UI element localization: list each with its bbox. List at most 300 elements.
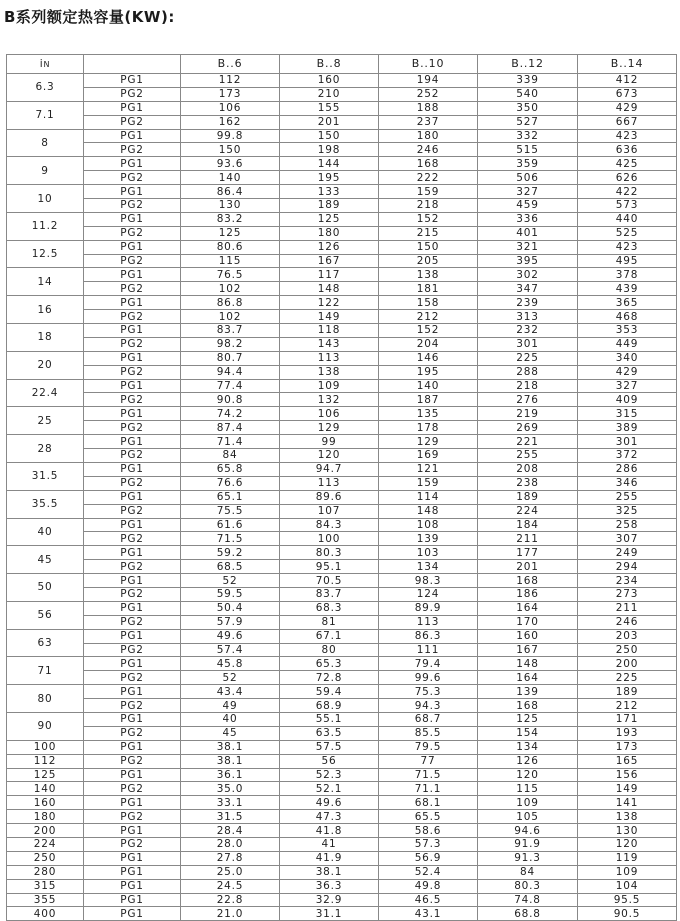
value-cell: 148 [379,504,478,518]
value-cell: 28.4 [181,824,280,838]
value-cell: 258 [578,518,677,532]
table-row [7,157,677,171]
pg-column-header [84,55,181,74]
value-cell: 83.7 [280,587,379,601]
value-cell: 211 [478,532,578,546]
value-cell: 102 [181,282,280,296]
value-cell: 71.1 [379,782,478,796]
value-cell: 126 [478,754,578,768]
value-cell: 99 [280,435,379,449]
value-cell: 412 [578,74,677,88]
value-cell: 91.9 [478,837,578,851]
value-cell: 84.3 [280,518,379,532]
value-cell: 273 [578,587,677,601]
value-cell: 133 [280,185,379,199]
ratio-column-header: iN [7,55,84,74]
column-header: B..6 [181,55,280,74]
value-cell: 38.1 [181,740,280,754]
value-cell: 109 [578,865,677,879]
value-cell: 200 [578,657,677,671]
pg-cell: PG2 [84,615,181,629]
value-cell: 57.3 [379,837,478,851]
value-cell: 80.6 [181,240,280,254]
value-cell: 126 [280,240,379,254]
value-cell: 87.4 [181,421,280,435]
table-row [7,240,677,254]
value-cell: 49.6 [181,629,280,643]
value-cell: 336 [478,212,578,226]
pg-cell: PG1 [84,212,181,226]
value-cell: 515 [478,143,578,157]
ratio-cell: 10 [7,185,84,213]
value-cell: 232 [478,324,578,338]
ratio-cell: 355 [7,893,84,907]
pg-cell: PG1 [84,712,181,726]
value-cell: 59.4 [280,685,379,699]
value-cell: 224 [478,504,578,518]
value-cell: 94.3 [379,699,478,713]
pg-cell: PG2 [84,782,181,796]
value-cell: 112 [181,74,280,88]
ratio-cell: 40 [7,518,84,546]
value-cell: 201 [280,115,379,129]
pg-cell: PG2 [84,699,181,713]
value-cell: 52.4 [379,865,478,879]
table-row [7,810,677,824]
value-cell: 148 [478,657,578,671]
table-row [7,115,677,129]
table-row [7,740,677,754]
table-row [7,824,677,838]
value-cell: 52.1 [280,782,379,796]
value-cell: 58.6 [379,824,478,838]
value-cell: 468 [578,310,677,324]
value-cell: 205 [379,254,478,268]
pg-cell: PG2 [84,643,181,657]
value-cell: 165 [578,754,677,768]
value-cell: 84 [478,865,578,879]
value-cell: 125 [280,212,379,226]
heat-capacity-table [6,54,677,921]
value-cell: 301 [478,337,578,351]
value-cell: 57.5 [280,740,379,754]
pg-cell: PG1 [84,740,181,754]
value-cell: 159 [379,185,478,199]
value-cell: 425 [578,157,677,171]
value-cell: 109 [280,379,379,393]
value-cell: 150 [379,240,478,254]
value-cell: 38.1 [280,865,379,879]
value-cell: 120 [578,837,677,851]
pg-cell: PG2 [84,449,181,463]
value-cell: 422 [578,185,677,199]
table-row [7,87,677,101]
value-cell: 94.7 [280,462,379,476]
value-cell: 211 [578,601,677,615]
pg-cell: PG1 [84,185,181,199]
value-cell: 38.1 [181,754,280,768]
value-cell: 158 [379,296,478,310]
pg-cell: PG1 [84,685,181,699]
value-cell: 184 [478,518,578,532]
value-cell: 98.2 [181,337,280,351]
value-cell: 225 [578,671,677,685]
pg-cell: PG1 [84,851,181,865]
value-cell: 237 [379,115,478,129]
value-cell: 164 [478,601,578,615]
table-row [7,837,677,851]
table-row [7,476,677,490]
ratio-cell: 315 [7,879,84,893]
table-row [7,754,677,768]
table-row [7,726,677,740]
column-header: B..8 [280,55,379,74]
value-cell: 222 [379,171,478,185]
pg-cell: PG2 [84,393,181,407]
value-cell: 75.5 [181,504,280,518]
ratio-cell: 28 [7,435,84,463]
value-cell: 95.1 [280,560,379,574]
value-cell: 218 [379,199,478,213]
value-cell: 198 [280,143,379,157]
table-row [7,212,677,226]
value-cell: 36.1 [181,768,280,782]
pg-cell: PG2 [84,421,181,435]
ratio-cell: 80 [7,685,84,713]
ratio-cell: 100 [7,740,84,754]
ratio-cell: 180 [7,810,84,824]
value-cell: 141 [578,796,677,810]
value-cell: 353 [578,324,677,338]
value-cell: 169 [379,449,478,463]
value-cell: 378 [578,268,677,282]
pg-cell: PG2 [84,560,181,574]
value-cell: 188 [379,101,478,115]
value-cell: 238 [478,476,578,490]
value-cell: 313 [478,310,578,324]
value-cell: 85.5 [379,726,478,740]
value-cell: 246 [379,143,478,157]
value-cell: 439 [578,282,677,296]
pg-cell: PG2 [84,476,181,490]
pg-cell: PG1 [84,240,181,254]
value-cell: 276 [478,393,578,407]
value-cell: 307 [578,532,677,546]
value-cell: 525 [578,226,677,240]
value-cell: 140 [379,379,478,393]
table-row [7,268,677,282]
value-cell: 148 [280,282,379,296]
value-cell: 162 [181,115,280,129]
pg-cell: PG2 [84,254,181,268]
pg-cell: PG1 [84,657,181,671]
value-cell: 327 [478,185,578,199]
value-cell: 106 [181,101,280,115]
value-cell: 86.4 [181,185,280,199]
table-row [7,171,677,185]
table-row [7,879,677,893]
value-cell: 212 [379,310,478,324]
value-cell: 225 [478,351,578,365]
value-cell: 423 [578,240,677,254]
value-cell: 99.6 [379,671,478,685]
value-cell: 347 [478,282,578,296]
ratio-cell: 50 [7,574,84,602]
pg-cell: PG1 [84,518,181,532]
ratio-cell: 224 [7,837,84,851]
table-row [7,421,677,435]
value-cell: 139 [478,685,578,699]
value-cell: 325 [578,504,677,518]
value-cell: 49.8 [379,879,478,893]
value-cell: 24.5 [181,879,280,893]
value-cell: 193 [578,726,677,740]
pg-cell: PG1 [84,129,181,143]
value-cell: 45.8 [181,657,280,671]
value-cell: 359 [478,157,578,171]
table-row [7,254,677,268]
value-cell: 98.3 [379,574,478,588]
ratio-cell: 6.3 [7,74,84,102]
value-cell: 100 [280,532,379,546]
value-cell: 315 [578,407,677,421]
table-row [7,865,677,879]
table-row [7,712,677,726]
value-cell: 106 [280,407,379,421]
value-cell: 70.5 [280,574,379,588]
value-cell: 47.3 [280,810,379,824]
value-cell: 81 [280,615,379,629]
pg-cell: PG2 [84,337,181,351]
table-row [7,796,677,810]
pg-cell: PG1 [84,324,181,338]
value-cell: 90.5 [578,907,677,921]
value-cell: 180 [280,226,379,240]
value-cell: 59.5 [181,587,280,601]
ratio-cell: 160 [7,796,84,810]
ratio-cell: 90 [7,712,84,740]
value-cell: 52.3 [280,768,379,782]
value-cell: 171 [578,712,677,726]
ratio-cell: 12.5 [7,240,84,268]
value-cell: 302 [478,268,578,282]
pg-cell: PG2 [84,226,181,240]
value-cell: 89.6 [280,490,379,504]
pg-cell: PG2 [84,810,181,824]
value-cell: 80.7 [181,351,280,365]
value-cell: 177 [478,546,578,560]
value-cell: 149 [280,310,379,324]
value-cell: 429 [578,365,677,379]
value-cell: 80.3 [478,879,578,893]
ratio-cell: 400 [7,907,84,921]
table-row [7,226,677,240]
value-cell: 139 [379,532,478,546]
value-cell: 155 [280,101,379,115]
pg-cell: PG2 [84,754,181,768]
pg-cell: PG1 [84,351,181,365]
pg-cell: PG2 [84,199,181,213]
value-cell: 68.8 [478,907,578,921]
value-cell: 218 [478,379,578,393]
value-cell: 321 [478,240,578,254]
value-cell: 94.6 [478,824,578,838]
value-cell: 159 [379,476,478,490]
table-row [7,601,677,615]
ratio-cell: 9 [7,157,84,185]
value-cell: 440 [578,212,677,226]
value-cell: 189 [280,199,379,213]
value-cell: 194 [379,74,478,88]
value-cell: 99.8 [181,129,280,143]
value-cell: 150 [280,129,379,143]
value-cell: 140 [181,171,280,185]
pg-cell: PG1 [84,462,181,476]
value-cell: 80 [280,643,379,657]
value-cell: 667 [578,115,677,129]
value-cell: 52 [181,671,280,685]
pg-cell: PG2 [84,726,181,740]
value-cell: 74.2 [181,407,280,421]
table-row [7,782,677,796]
pg-cell: PG1 [84,574,181,588]
table-row [7,462,677,476]
value-cell: 27.8 [181,851,280,865]
value-cell: 495 [578,254,677,268]
value-cell: 25.0 [181,865,280,879]
value-cell: 41.8 [280,824,379,838]
value-cell: 327 [578,379,677,393]
value-cell: 115 [181,254,280,268]
value-cell: 119 [578,851,677,865]
value-cell: 49 [181,699,280,713]
value-cell: 68.5 [181,560,280,574]
value-cell: 234 [578,574,677,588]
table-row [7,435,677,449]
column-header: B..14 [578,55,677,74]
table-row [7,629,677,643]
value-cell: 122 [280,296,379,310]
value-cell: 395 [478,254,578,268]
value-cell: 288 [478,365,578,379]
table-row [7,490,677,504]
table-row [7,129,677,143]
value-cell: 129 [379,435,478,449]
value-cell: 86.3 [379,629,478,643]
table-row [7,282,677,296]
value-cell: 59.2 [181,546,280,560]
table-row [7,379,677,393]
value-cell: 113 [280,351,379,365]
pg-cell: PG2 [84,837,181,851]
value-cell: 138 [379,268,478,282]
ratio-cell: 140 [7,782,84,796]
table-row [7,699,677,713]
value-cell: 365 [578,296,677,310]
pg-cell: PG1 [84,893,181,907]
table-row [7,643,677,657]
value-cell: 79.5 [379,740,478,754]
pg-cell: PG1 [84,490,181,504]
value-cell: 340 [578,351,677,365]
value-cell: 31.1 [280,907,379,921]
pg-cell: PG1 [84,407,181,421]
value-cell: 332 [478,129,578,143]
value-cell: 118 [280,324,379,338]
ratio-cell: 56 [7,601,84,629]
value-cell: 28.0 [181,837,280,851]
value-cell: 168 [478,574,578,588]
value-cell: 104 [578,879,677,893]
ratio-cell: 200 [7,824,84,838]
value-cell: 186 [478,587,578,601]
value-cell: 79.4 [379,657,478,671]
table-row [7,532,677,546]
value-cell: 72.8 [280,671,379,685]
value-cell: 201 [478,560,578,574]
value-cell: 459 [478,199,578,213]
ratio-cell: 31.5 [7,462,84,490]
ratio-cell: 18 [7,324,84,352]
pg-cell: PG1 [84,379,181,393]
value-cell: 121 [379,462,478,476]
value-cell: 61.6 [181,518,280,532]
value-cell: 346 [578,476,677,490]
pg-cell: PG1 [84,879,181,893]
value-cell: 67.1 [280,629,379,643]
value-cell: 120 [280,449,379,463]
value-cell: 203 [578,629,677,643]
value-cell: 68.9 [280,699,379,713]
value-cell: 189 [478,490,578,504]
value-cell: 65.3 [280,657,379,671]
pg-cell: PG2 [84,671,181,685]
pg-cell: PG2 [84,115,181,129]
value-cell: 286 [578,462,677,476]
value-cell: 93.6 [181,157,280,171]
value-cell: 149 [578,782,677,796]
value-cell: 189 [578,685,677,699]
ratio-cell: 35.5 [7,490,84,518]
value-cell: 219 [478,407,578,421]
value-cell: 31.5 [181,810,280,824]
value-cell: 115 [478,782,578,796]
value-cell: 105 [478,810,578,824]
value-cell: 173 [578,740,677,754]
value-cell: 76.6 [181,476,280,490]
value-cell: 45 [181,726,280,740]
value-cell: 423 [578,129,677,143]
value-cell: 49.6 [280,796,379,810]
table-row [7,546,677,560]
value-cell: 76.5 [181,268,280,282]
value-cell: 389 [578,421,677,435]
pg-cell: PG1 [84,865,181,879]
pg-cell: PG1 [84,824,181,838]
pg-cell: PG2 [84,143,181,157]
value-cell: 134 [478,740,578,754]
pg-cell: PG2 [84,87,181,101]
value-cell: 71.4 [181,435,280,449]
table-row [7,685,677,699]
table-row [7,74,677,88]
value-cell: 160 [280,74,379,88]
value-cell: 135 [379,407,478,421]
value-cell: 43.4 [181,685,280,699]
ratio-cell: 11.2 [7,212,84,240]
table-row [7,143,677,157]
value-cell: 125 [181,226,280,240]
